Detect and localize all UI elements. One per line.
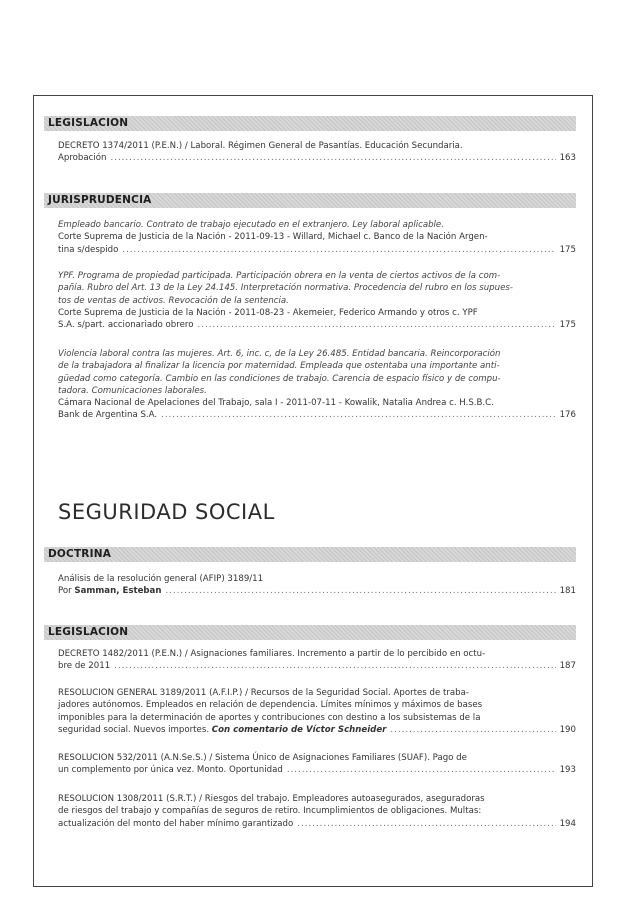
entry-summary: tadora. Comunicaciones laborales. xyxy=(58,385,207,396)
page-number: 175 xyxy=(559,244,576,255)
entry-summary: pañía. Rubro del Art. 13 de la Ley 24.145. Interpretación normativa. Procedencia del rubro en los supues- xyxy=(58,283,513,294)
entry-last-line xyxy=(58,409,576,421)
dot-leader xyxy=(110,152,555,164)
entry-author-line xyxy=(58,585,161,597)
entry-text: RESOLUCION GENERAL 3189/2011 (A.F.I.P.) / Recursos de la Seguridad Social. Aportes de traba- xyxy=(58,688,469,698)
page-number: 193 xyxy=(559,765,576,776)
list-item xyxy=(58,648,576,673)
entry-last-line xyxy=(58,660,576,672)
page-number: 163 xyxy=(559,153,576,164)
entry-last-line xyxy=(58,585,576,597)
entry-last-line xyxy=(58,319,576,331)
page-number: 194 xyxy=(559,818,576,829)
entry-summary: YPF. Programa de propiedad participada. Participación obrera en la venta de ciertos activos de la com- xyxy=(58,271,501,281)
entry-text: actualización del monto del haber mínimo garantizado xyxy=(58,818,294,829)
page-number: 187 xyxy=(559,661,576,672)
entry-text: tina s/despido xyxy=(58,244,119,255)
section-header-doctrina: DOCTRINA xyxy=(44,547,576,562)
section-header-legislacion: LEGISLACION xyxy=(44,625,576,640)
list-item xyxy=(58,793,576,830)
entry-text: bre de 2011 xyxy=(58,661,111,672)
section-header-legislacion: LEGISLACION xyxy=(44,116,576,131)
entry-last-line xyxy=(58,764,576,776)
section-header-jurisprudencia: JURISPRUDENCIA xyxy=(44,193,576,208)
entry-court: Cámara Nacional de Apelaciones del Trabajo, sala I - 2011-07-11 - Kowalik, Natalia Andrea c. H.S.B.C. xyxy=(58,398,494,409)
dot-leader xyxy=(287,764,556,776)
entry-summary: Empleado bancario. Contrato de trabajo ejecutado en el extranjero. Ley laboral aplicable. xyxy=(58,220,444,230)
entry-text-part: seguridad social. Nuevos importes. xyxy=(58,724,212,735)
list-item xyxy=(58,687,576,736)
entry-last-line xyxy=(58,244,576,256)
page-number: 190 xyxy=(559,724,576,735)
list-item xyxy=(58,140,576,165)
chapter-title: SEGURIDAD SOCIAL xyxy=(58,500,275,524)
dot-leader xyxy=(297,818,555,830)
commentary-author: Con comentario de Víctor Schneider xyxy=(211,724,387,735)
list-item xyxy=(58,348,576,422)
entry-summary: tos de ventas de activos. Revocación de la sentencia. xyxy=(58,295,289,306)
entry-text: imponibles para la determinación de aportes y contribuciones con destino a los subsistemas de la xyxy=(58,712,481,723)
author-prefix: Por xyxy=(58,586,75,597)
dot-leader xyxy=(114,660,555,672)
author-name: Samman, Esteban xyxy=(74,586,162,597)
entry-text: Bank de Argentina S.A. xyxy=(58,410,158,421)
page-number: 181 xyxy=(559,586,576,597)
entry-text: un complemento por única vez. Monto. Oportunidad xyxy=(58,765,283,776)
dot-leader xyxy=(161,409,556,421)
entry-text: DECRETO 1482/2011 (P.E.N.) / Asignaciones familiares. Incremento a partir de lo percibido en octu- xyxy=(58,649,486,659)
list-item xyxy=(58,270,576,331)
entry-text: Aprobación xyxy=(58,153,107,164)
entry-summary: güedad como categoría. Cambio en las condiciones de trabajo. Carencia de espacio físico y de compu- xyxy=(58,373,501,384)
list-item xyxy=(58,573,576,598)
page-number: 175 xyxy=(559,320,576,331)
page-number: 176 xyxy=(559,410,576,421)
entry-last-line xyxy=(58,818,576,830)
list-item xyxy=(58,752,576,777)
entry-text: de riesgos del trabajo y compañías de seguros de retiro. Incumplimientos de obligaciones. Multas: xyxy=(58,806,482,817)
dot-leader xyxy=(390,724,555,736)
entry-last-line xyxy=(58,152,576,164)
entry-text: DECRETO 1374/2011 (P.E.N.) / Laboral. Régimen General de Pasantías. Educación Secundaria. xyxy=(58,141,463,151)
entry-summary: de la trabajadora al finalizar la licencia por maternidad. Empleada que ostentaba una importante anti- xyxy=(58,361,500,372)
entry-text: Análisis de la resolución general (AFIP) 3189/11 xyxy=(58,574,264,584)
entry-text: S.A. s/part. accionariado obrero xyxy=(58,320,194,331)
dot-leader xyxy=(165,585,555,597)
dot-leader xyxy=(198,319,556,331)
entry-text: jadores autónomos. Empleados en relación de dependencia. Límites mínimos y máximos de bases xyxy=(58,700,483,711)
entry-court: Corte Suprema de Justicia de la Nación - 2011-09-13 - Willard, Michael c. Banco de la Nación Argen- xyxy=(58,232,488,243)
entry-text: RESOLUCION 1308/2011 (S.R.T.) / Riesgos del trabajo. Empleadores autoasegurados, aseguradoras xyxy=(58,794,485,804)
list-item xyxy=(58,219,576,256)
entry-court: Corte Suprema de Justicia de la Nación - 2011-08-23 - Akemeier, Federico Armando y otros c. YPF xyxy=(58,307,478,318)
entry-text xyxy=(58,724,386,736)
entry-last-line xyxy=(58,724,576,736)
dot-leader xyxy=(122,244,555,256)
entry-text: RESOLUCION 532/2011 (A.N.Se.S.) / Sistema Único de Asignaciones Familiares (SUAF). Pago de xyxy=(58,753,467,763)
entry-summary: Violencia laboral contra las mujeres. Art. 6, inc. c, de la Ley 26.485. Entidad bancaria. Reincorporación xyxy=(58,349,501,359)
